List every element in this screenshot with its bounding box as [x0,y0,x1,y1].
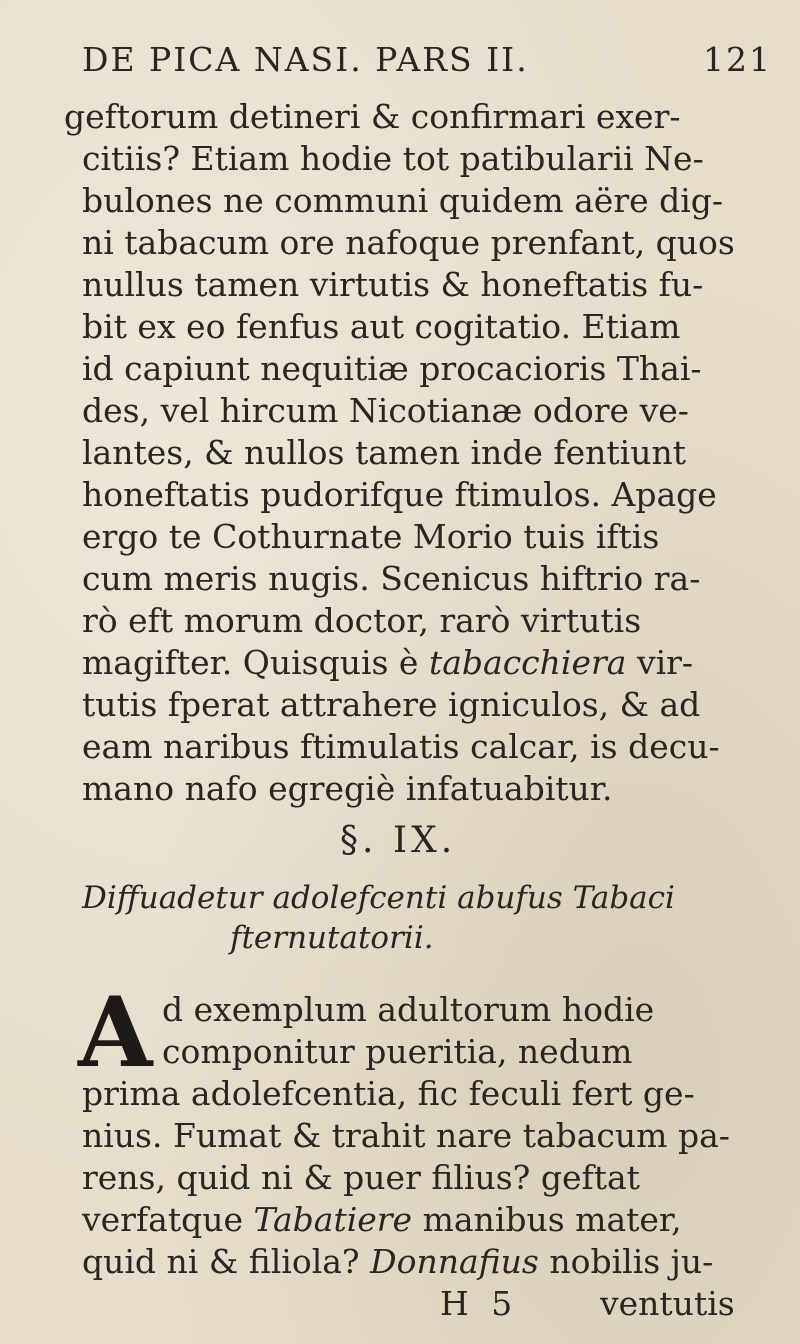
running-title: DE PICA NASI. PARS II. [82,40,529,79]
text-line: rens, quid ni & puer filius? geftat [82,1158,640,1197]
text-line: nullus tamen virtutis & honeftatis fu- [82,265,704,304]
text-line [82,1242,713,1282]
italic-word: Tabatiere [253,1200,413,1239]
text-segment: quid ni & filiola? [82,1242,360,1281]
text-line: prima adolefcentia, fic feculi fert ge- [82,1074,695,1113]
text-line [82,643,693,683]
text-line: mano nafo egregiè infatuabitur. [82,769,613,808]
text-line: des, vel hircum Nicotianæ odore ve- [82,391,689,430]
section-subtitle-line-1: Diffuadetur adolefcenti abufus Tabaci [82,880,675,916]
text-line [82,1200,682,1240]
text-line: honeftatis pudorifque ftimulos. Apage [82,475,717,514]
text-line: cum meris nugis. Scenicus hiftrio ra- [82,559,701,598]
text-line: eam naribus ftimulatis calcar, is decu- [82,727,720,766]
text-line: id capiunt nequitiæ procacioris Thai- [82,349,702,388]
text-line: tutis fperat attrahere igniculos, & ad [82,685,701,724]
text-segment: manibus mater, [422,1200,682,1239]
italic-word: Donnafius [370,1242,539,1281]
page-number: 121 [703,40,772,79]
text-line: citiis? Etiam hodie tot patibularii Ne- [82,139,704,178]
signature-mark: H 5 [440,1284,519,1323]
text-line: ni tabacum ore nafoque prenfant, quos [82,223,735,262]
text-segment: vir- [636,643,694,682]
catchword: ventutis [600,1284,735,1323]
text-segment: verfatque [82,1200,244,1239]
text-line: geftorum detineri & confirmari exer- [64,97,681,136]
italic-word: tabacchiera [428,643,627,682]
text-line: d exemplum adultorum hodie [162,990,655,1029]
text-line: bit ex eo fenfus aut cogitatio. Etiam [82,307,681,346]
section-subtitle-line-2: fternutatorii. [230,920,434,956]
section-heading: §. IX. [340,820,457,861]
text-line: componitur pueritia, nedum [162,1032,633,1071]
text-line: nius. Fumat & trahit nare tabacum pa- [82,1116,730,1155]
text-line: lantes, & nullos tamen inde fentiunt [82,433,686,472]
text-line: rò eft morum doctor, rarò virtutis [82,601,642,640]
page-footer [0,1284,800,1328]
text-segment: magifter. Quisquis è [82,643,419,682]
text-segment: nobilis ju- [549,1242,714,1281]
text-line: ergo te Cothurnate Morio tuis iftis [82,517,660,556]
text-line: bulones ne communi quidem aëre dig- [82,181,724,220]
drop-cap: A [78,976,153,1089]
